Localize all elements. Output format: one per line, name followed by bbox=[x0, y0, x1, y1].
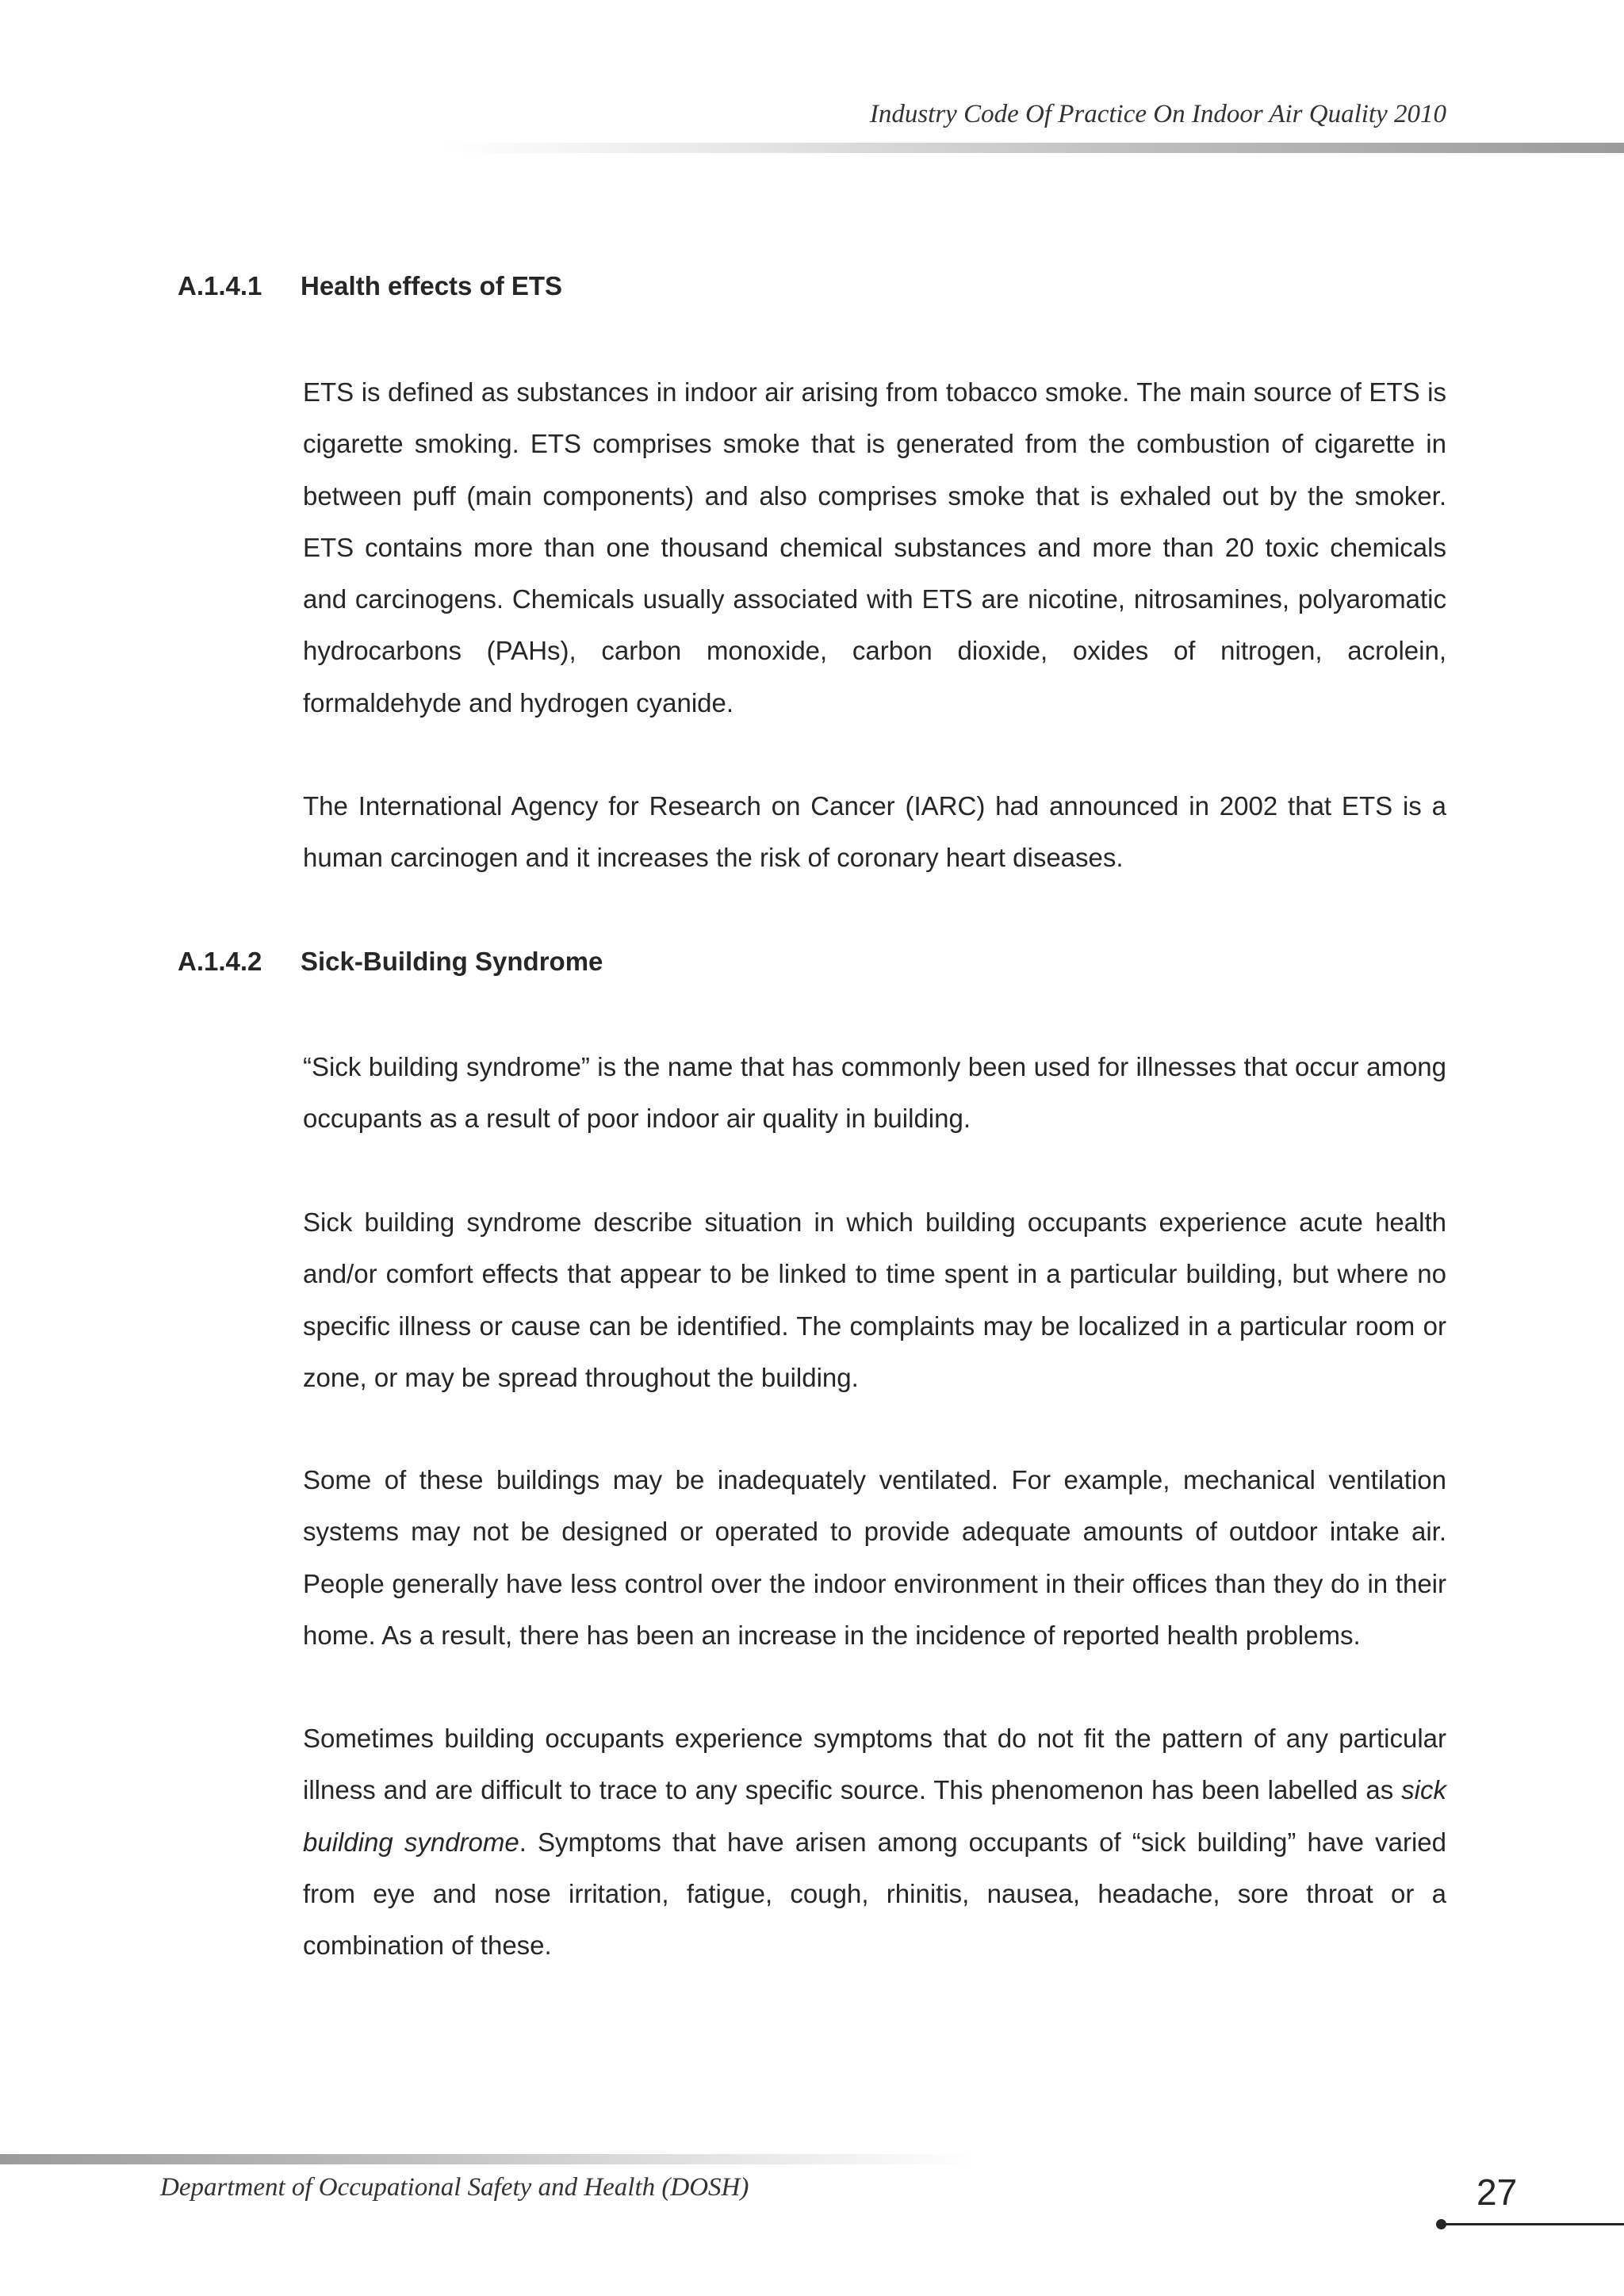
page-number: 27 bbox=[1477, 2172, 1518, 2213]
section-heading-health-effects bbox=[178, 271, 562, 301]
section-title: Sick-Building Syndrome bbox=[301, 947, 603, 976]
paragraph-sbs-name: “Sick building syndrome” is the name that has commonly been used for illnesses that occur among occupants as a result of poor indoor air quality in building. bbox=[303, 1052, 1446, 1134]
running-header-title: Industry Code Of Practice On Indoor Air Quality 2010 bbox=[869, 100, 1446, 128]
section-number: A.1.4.2 bbox=[178, 947, 262, 976]
emphasis-sick-building-syndrome: sick building syndrome bbox=[303, 1775, 1446, 1857]
footer-gradient-bar bbox=[0, 2154, 975, 2164]
footer-department: Department of Occupational Safety and Health (DOSH) bbox=[160, 2173, 749, 2202]
section-number: A.1.4.1 bbox=[178, 271, 262, 300]
paragraph-ventilation: Some of these buildings may be inadequately ventilated. For example, mechanical ventilation systems may not be designed or operated to provide adequate amounts of outdoor intake air. People generally have less control over the indoor environment in their offices than they do in their home. As a result, there has been an increase in the incidence of reported health problems. bbox=[303, 1465, 1446, 1650]
header-gradient-bar bbox=[444, 143, 1624, 153]
section-title: Health effects of ETS bbox=[301, 271, 563, 300]
paragraph-iarc: The International Agency for Research on Cancer (IARC) had announced in 2002 that ETS is a human carcinogen and it increases the risk of coronary heart diseases. bbox=[303, 791, 1446, 873]
paragraph-symptoms-text-after: . Symptoms that have arisen among occupants of “sick building” have varied from eye and nose irritation, fatigue, cough, rhinitis, nausea, headache, sore throat or a combination of these. bbox=[303, 1827, 1446, 1961]
paragraph-symptoms bbox=[303, 1712, 1446, 1971]
paragraph-ets-definition: ETS is defined as substances in indoor air arising from tobacco smoke. The main source of ETS is cigarette smoking. ETS comprises smoke that is generated from the combustion of cigarette in between puff (main components) and also comprises smoke that is exhaled out by the smoker. ETS contains more than one thousand chemical substances and more than 20 toxic chemicals and carcinogens. Chemicals usually associated with ETS are nicotine, nitrosamines, polyaromatic hydrocarbons (PAHs), carbon monoxide, carbon dioxide, oxides of nitrogen, acrolein, formaldehyde and hydrogen cyanide. bbox=[303, 377, 1446, 718]
section-heading-sick-building bbox=[178, 947, 603, 977]
paragraph-symptoms-text-before: Sometimes building occupants experience symptoms that do not fit the pattern of any particular illness and are difficult to trace to any specific source. This phenomenon has been labelled as bbox=[303, 1724, 1446, 1805]
paragraph-sbs-description: Sick building syndrome describe situation in which building occupants experience acute health and/or comfort effects that appear to be linked to time spent in a particular building, but where no specific illness or cause can be identified. The complaints may be localized in a particular room or zone, or may be spread throughout the building. bbox=[303, 1207, 1446, 1392]
page-rule bbox=[1443, 2223, 1624, 2225]
